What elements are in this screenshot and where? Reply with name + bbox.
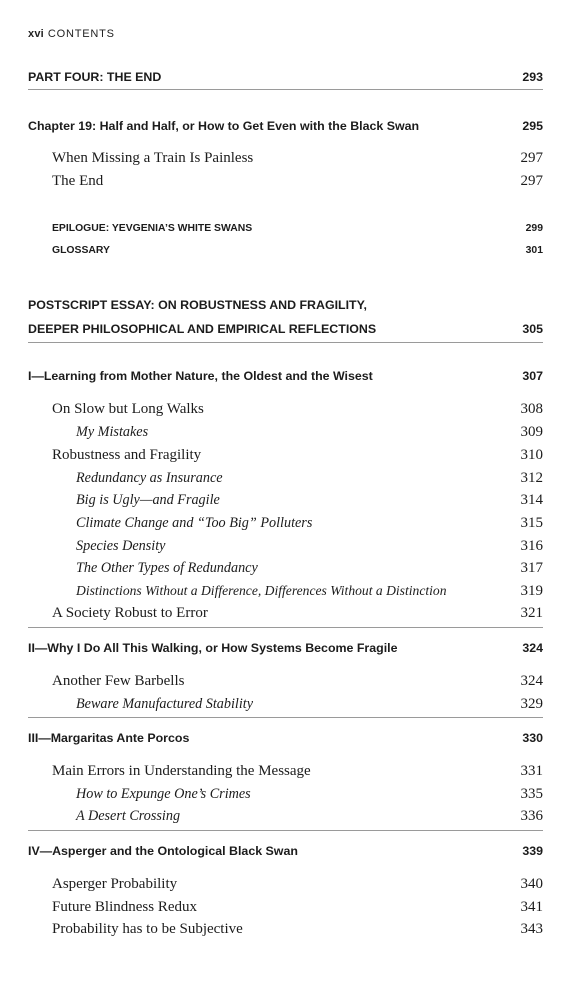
toc-chapter-19[interactable]	[0, 116, 586, 136]
toc-postscript-line1[interactable]	[0, 295, 586, 315]
running-head	[28, 28, 115, 40]
toc-subsection[interactable]	[0, 513, 586, 533]
toc-page-number: 341	[520, 898, 543, 915]
toc-page-number: 329	[520, 695, 543, 712]
toc-page-number: 336	[520, 807, 543, 824]
toc-subsection[interactable]	[0, 558, 586, 578]
toc-section[interactable]	[0, 761, 586, 781]
toc-page-number: 297	[520, 149, 543, 166]
toc-subsection-title: How to Expunge One’s Crimes	[76, 785, 251, 802]
toc-subsection[interactable]	[0, 536, 586, 556]
toc-subsection[interactable]	[0, 806, 586, 826]
toc-section-title: When Missing a Train Is Painless	[52, 149, 254, 166]
toc-section[interactable]	[0, 603, 586, 623]
divider	[28, 342, 543, 343]
toc-chapter-title: Chapter 19: Half and Half, or How to Get Even with the Black Swan	[28, 119, 420, 133]
toc-page-number: 299	[525, 222, 543, 234]
toc-section[interactable]	[0, 399, 586, 419]
toc-glossary[interactable]	[0, 240, 586, 260]
toc-subsection[interactable]	[0, 694, 586, 714]
toc-page-number: 310	[520, 446, 543, 463]
toc-page-number: 316	[520, 537, 543, 554]
toc-subsection-title: Distinctions Without a Difference, Differences Without a Distinction	[76, 583, 447, 598]
toc-epilogue-title: EPILOGUE: YEVGENIA’S WHITE SWANS	[52, 222, 253, 234]
toc-page-number: 340	[520, 875, 543, 892]
toc-page-number: 312	[520, 469, 543, 486]
toc-subsection[interactable]	[0, 490, 586, 510]
toc-section[interactable]	[0, 897, 586, 917]
toc-section[interactable]	[0, 445, 586, 465]
toc-part-four[interactable]	[0, 67, 586, 87]
toc-essay-part-1[interactable]	[0, 366, 586, 386]
toc-essay-part-3[interactable]	[0, 728, 586, 748]
toc-section[interactable]	[0, 171, 586, 191]
toc-page-number: 305	[522, 322, 543, 336]
toc-essay-part-4[interactable]	[0, 841, 586, 861]
toc-subsection[interactable]	[0, 784, 586, 804]
toc-section-title: Future Blindness Redux	[52, 898, 197, 915]
toc-subsection[interactable]	[0, 581, 586, 601]
divider	[28, 89, 543, 90]
toc-section-title: Another Few Barbells	[52, 672, 185, 689]
running-head-label: CONTENTS	[47, 28, 115, 40]
toc-page-number: 301	[525, 244, 543, 256]
toc-section-title: The End	[52, 172, 104, 189]
toc-section-title: Asperger Probability	[52, 875, 178, 892]
toc-section-title: Robustness and Fragility	[52, 446, 202, 463]
toc-page-number: 319	[520, 582, 543, 599]
toc-postscript-subtitle: DEEPER PHILOSOPHICAL AND EMPIRICAL REFLECTIONS	[28, 322, 377, 336]
toc-page-number: 315	[520, 514, 543, 531]
toc-page-number: 321	[520, 604, 543, 621]
toc-page-number: 307	[522, 369, 543, 383]
divider	[28, 717, 543, 718]
toc-section-title: Probability has to be Subjective	[52, 920, 243, 937]
toc-essay-part-title: II—Why I Do All This Walking, or How Systems Become Fragile	[28, 641, 398, 655]
toc-page-number: 324	[520, 672, 543, 689]
toc-page-number: 308	[520, 400, 543, 417]
toc-page-number: 295	[522, 119, 543, 133]
toc-section[interactable]	[0, 874, 586, 894]
toc-subsection-title: A Desert Crossing	[76, 807, 181, 824]
toc-subsection-title: My Mistakes	[76, 423, 149, 440]
toc-section[interactable]	[0, 919, 586, 939]
toc-page-number: 293	[522, 70, 543, 84]
toc-subsection-title: Species Density	[76, 537, 166, 554]
divider	[28, 627, 543, 628]
toc-page-number: 314	[520, 491, 543, 508]
toc-subsection-title: Big is Ugly—and Fragile	[76, 491, 220, 508]
toc-subsection[interactable]	[0, 422, 586, 442]
toc-page-number: 343	[520, 920, 543, 937]
toc-subsection-title: Beware Manufactured Stability	[76, 695, 254, 712]
toc-page-number: 339	[522, 844, 543, 858]
toc-page-number: 335	[520, 785, 543, 802]
toc-subsection-title: Climate Change and “Too Big” Polluters	[76, 514, 313, 531]
toc-glossary-title: GLOSSARY	[52, 244, 110, 256]
toc-essay-part-title: I—Learning from Mother Nature, the Oldest and the Wisest	[28, 369, 373, 383]
toc-part-title: PART FOUR: THE END	[28, 70, 162, 84]
toc-page-number: 330	[522, 731, 543, 745]
toc-section-title: Main Errors in Understanding the Message	[52, 762, 311, 779]
toc-essay-part-title: III—Margaritas Ante Porcos	[28, 731, 190, 745]
toc-subsection-title: The Other Types of Redundancy	[76, 559, 258, 576]
toc-section-title: A Society Robust to Error	[52, 604, 208, 621]
toc-section-title: On Slow but Long Walks	[52, 400, 204, 417]
toc-essay-part-2[interactable]	[0, 638, 586, 658]
toc-section[interactable]	[0, 671, 586, 691]
toc-postscript-title: POSTSCRIPT ESSAY: ON ROBUSTNESS AND FRAGILITY,	[28, 298, 367, 312]
toc-essay-part-title: IV—Asperger and the Ontological Black Swan	[28, 844, 298, 858]
toc-postscript-line2[interactable]	[0, 319, 586, 339]
toc-page-number: 317	[520, 559, 543, 576]
toc-page-number: 297	[520, 172, 543, 189]
folio: xvi	[28, 28, 44, 40]
divider	[28, 830, 543, 831]
toc-subsection[interactable]	[0, 468, 586, 488]
toc-page-number: 331	[520, 762, 543, 779]
toc-subsection-title: Redundancy as Insurance	[76, 469, 223, 486]
toc-page-number: 309	[520, 423, 543, 440]
toc-page-number: 324	[522, 641, 543, 655]
toc-section[interactable]	[0, 148, 586, 168]
toc-epilogue[interactable]	[0, 218, 586, 238]
